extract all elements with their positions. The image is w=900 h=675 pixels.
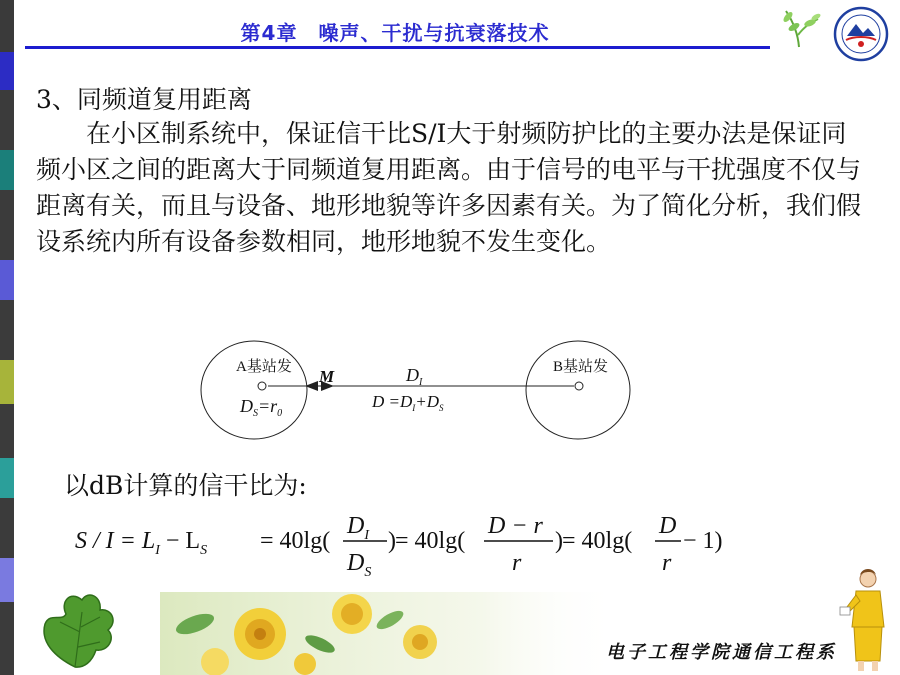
reuse-distance-diagram [196, 338, 636, 453]
slide-title: 第4章 噪声、干扰与抗衰落技术 [240, 21, 550, 45]
university-seal-icon [830, 6, 892, 62]
frac2-denominator: r [512, 550, 522, 576]
ds-label: $D_S=r_0$ [240, 396, 283, 419]
section-heading: 3、同频道复用距离 [36, 85, 252, 114]
formula-eq2: = 40lg( [395, 528, 466, 554]
frac1-denominator: $D_S$ [347, 550, 372, 578]
woman-presenter-icon [838, 565, 896, 673]
cell-a-boundary [201, 341, 307, 439]
frac2-numerator: D − r [488, 513, 543, 539]
station-b-point [575, 382, 583, 390]
frac3-numerator: D [659, 513, 677, 539]
total-distance-label: $D =D_I+D_S$ [372, 392, 444, 413]
formula-tail: − 1) [683, 528, 723, 554]
formula-eq3: = 40lg( [562, 528, 633, 554]
formula-close2: ) [555, 528, 563, 554]
flower-backdrop [160, 592, 620, 675]
formula-lhs: $S / I = L_I - L_S$ [75, 528, 208, 558]
si-formula [75, 508, 775, 578]
station-a-point [258, 382, 266, 390]
formula-close1: ) [388, 528, 396, 554]
ivy-leaf-icon [44, 595, 113, 667]
point-m-label: M [319, 367, 335, 386]
title-divider [25, 46, 770, 49]
formula-eq1: = 40lg( [260, 528, 331, 554]
department-footer: 电子工程学院通信工程系 [606, 642, 837, 663]
station-b-label: B基站发 [553, 359, 609, 375]
frac3-denominator: r [662, 550, 672, 576]
frac1-numerator: $D_I$ [347, 513, 370, 543]
station-a-label: A基站发 [236, 359, 292, 375]
formula-label: 以dB计算的信干比为: [64, 471, 307, 500]
paragraph-text: 在小区制系统中，保证信干比S/I大于射频防护比的主要办法是保证同频小区之间的距离大于同频道复用距离。由于信号的电平与干扰强度不仅与距离有关，而且与设备、地形地貌等许多因素有关。为了简化分析，我们假设系统内所有设备参数相同，地形地貌不发生变化。 [36, 119, 862, 256]
footer-decoration [0, 572, 620, 675]
plant-sprig-icon [776, 5, 822, 49]
body-paragraph [36, 116, 866, 260]
di-label: $D_I$ [406, 365, 423, 388]
